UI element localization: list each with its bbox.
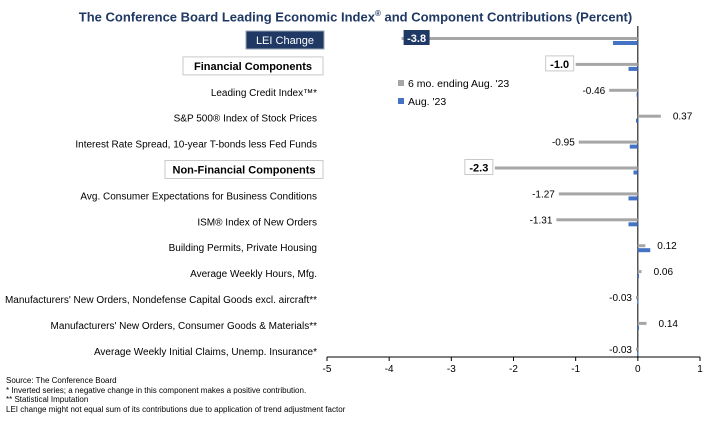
footnote-imputation: ** Statistical Imputation: [6, 395, 89, 405]
chart-title-main: The Conference Board Leading Economic Index: [78, 9, 375, 25]
bar-aug: [637, 352, 638, 356]
category-label: LEI Change: [255, 35, 315, 47]
value-label: 0.12: [657, 241, 677, 253]
bar-six-month: [638, 244, 645, 247]
bar-aug: [629, 222, 638, 226]
bar-aug: [636, 119, 638, 123]
value-label: -0.95: [551, 137, 575, 149]
category-label: Manufacturers' New Orders, Nondefense Capital Goods excl. aircraft**: [4, 295, 317, 306]
category-label: Average Weekly Initial Claims, Unemp. Insurance*: [93, 346, 317, 358]
bar-six-month: [638, 322, 647, 325]
x-tick-label: -2: [509, 364, 518, 375]
bar-six-month: [402, 37, 638, 40]
bar-aug: [638, 274, 639, 278]
bar-six-month: [495, 167, 638, 170]
legend-label: Aug. '23: [408, 96, 447, 108]
category-label: Building Permits, Private Housing: [168, 243, 317, 255]
bar-six-month: [559, 192, 638, 195]
value-label: 0.06: [653, 267, 674, 279]
footnote-inverted: * Inverted series; a negative change in this component makes a positive contribution.: [6, 385, 307, 395]
bar-six-month: [638, 270, 642, 273]
legend-swatch: [398, 98, 404, 104]
value-label: 0.14: [658, 318, 679, 330]
footnote-trend-adjustment: LEI change might not equal sum of its contributions due to application of trend adjustment factor: [6, 404, 346, 414]
footnotes: [6, 376, 345, 414]
category-label: Manufacturers' New Orders, Consumer Goods & Materials**: [50, 320, 317, 332]
chart-title-rest: and Component Contributions (Percent): [380, 9, 633, 25]
bar-six-month: [609, 89, 638, 92]
bar-aug: [637, 93, 638, 97]
value-label: -0.03: [609, 293, 632, 304]
legend-swatch: [398, 80, 404, 86]
bar-aug: [638, 326, 639, 330]
x-tick-label: -1: [571, 364, 581, 375]
legend-label: 6 mo. ending Aug. '23: [408, 78, 510, 90]
category-label: ISM® Index of New Orders: [197, 217, 317, 229]
category-label: Avg. Consumer Expectations for Business Conditions: [80, 191, 317, 203]
bar-aug: [633, 171, 637, 175]
bar-aug: [630, 145, 638, 149]
value-label: -3.8: [407, 33, 427, 45]
registered-mark: ®: [374, 9, 381, 18]
category-label: Non-Financial Components: [172, 164, 316, 177]
x-tick-label: 1: [697, 364, 703, 375]
bar-aug: [629, 196, 638, 200]
x-tick-label: -4: [384, 364, 394, 375]
bar-aug: [613, 41, 638, 45]
value-label: 0.37: [672, 111, 693, 123]
footnote-source: Source: The Conference Board: [6, 376, 117, 385]
bar-aug: [638, 248, 650, 252]
x-tick-label: 0: [635, 364, 641, 375]
value-label: -1.0: [550, 58, 570, 71]
value-label: -0.46: [582, 85, 606, 97]
bar-six-month: [556, 218, 637, 221]
x-tick-label: -5: [322, 364, 332, 375]
value-label: -1.27: [532, 189, 555, 201]
bar-six-month: [636, 348, 638, 351]
category-label: Average Weekly Hours, Mfg.: [190, 269, 317, 281]
bar-six-month: [579, 141, 638, 144]
bar-aug: [629, 67, 638, 71]
value-label: -2.3: [469, 162, 489, 175]
value-label: -0.03: [609, 344, 632, 356]
x-tick-label: -3: [446, 364, 456, 375]
bar-aug: [637, 300, 638, 304]
category-label: S&P 500® Index of Stock Prices: [173, 113, 317, 125]
category-label: Financial Components: [194, 60, 312, 73]
value-label: -1.31: [529, 215, 553, 227]
bar-six-month: [636, 296, 638, 299]
category-label: Interest Rate Spread, 10-year T-bonds less Fed Funds: [75, 139, 317, 151]
bar-six-month: [638, 115, 661, 118]
category-label: Leading Credit Index™*: [210, 87, 317, 99]
bar-six-month: [576, 63, 638, 66]
